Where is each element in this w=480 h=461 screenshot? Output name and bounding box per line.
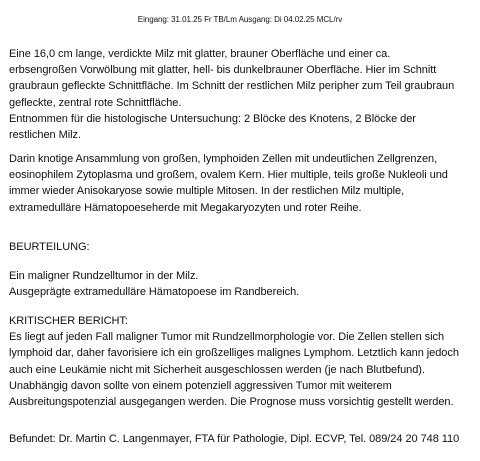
macroscopy-line: graubraun gefleckte Schnittfläche. Im Schnitt der restlichen Milz peripher zum Teil graubraun bbox=[9, 80, 455, 93]
critical-line: Ausbreitungspotenzial ausgegangen werden. Die Prognose muss vorsichtig gestellt werden. bbox=[9, 395, 454, 408]
assessment-heading: BEURTEILUNG: bbox=[9, 241, 90, 253]
macroscopy-line: erbsengroßen Vorwölbung mit glatter, hell- bis dunkelbrauner Oberfläche. Hier im Schnitt bbox=[9, 64, 437, 77]
signature-line: Befundet: Dr. Martin C. Langenmayer, FTA für Pathologie, Dipl. ECVP, Tel. 089/24 20 748 110 bbox=[9, 433, 460, 445]
macroscopy-line: Eine 16,0 cm lange, verdickte Milz mit glatter, brauner Oberfläche und einer ca. bbox=[9, 48, 391, 60]
assessment-section bbox=[9, 239, 475, 255]
microscopy-line: extramedulläre Hämatopoeseherde mit Megakaryozyten und roter Reihe. bbox=[9, 201, 362, 214]
critical-line: Unabhängig davon sollte von einem potenziell aggressiven Tumor mit weiterem bbox=[9, 379, 392, 392]
assessment-body bbox=[9, 268, 475, 300]
microscopy-line: Darin knotige Ansammlung von großen, lymphoiden Zellen mit undeutlichen Zellgrenzen, bbox=[9, 153, 438, 165]
macroscopy-line: gefleckte, zentral rote Schnittfläche. bbox=[9, 96, 182, 109]
microscopy-line: eosinophilem Zytoplasma und großem, ovalem Kern. Hier multiple, teils große Nukleoli und bbox=[9, 169, 448, 182]
microscopy-line: immer wieder Anisokaryose sowie multiple Mitosen. In der restlichen Milz multiple, bbox=[9, 185, 405, 198]
macroscopy-section bbox=[9, 46, 475, 143]
critical-line: lymphoid dar, daher favorisiere ich ein großzelliges malignes Lymphom. Letztlich kann jedoch bbox=[9, 347, 459, 360]
critical-line: Es liegt auf jeden Fall maligner Tumor mit Rundzellmorphologie vor. Die Zellen stellen sich bbox=[9, 331, 445, 344]
footer-signature bbox=[9, 431, 475, 447]
assessment-line: Ausgeprägte extramedulläre Hämatopoese im Randbereich. bbox=[9, 286, 300, 299]
macroscopy-line: Entnommen für die histologische Untersuchung: 2 Blöcke des Knotens, 2 Blöcke der bbox=[9, 112, 416, 125]
receipt-header: Eingang: 31.01.25 Fr TB/Lm Ausgang: Di 04.02.25 MCL/rv bbox=[137, 15, 343, 24]
critical-line: auch eine Leukämie nicht mit Sicherheit ausgeschlossen werden (je nach Blutbefund). bbox=[9, 363, 425, 376]
critical-heading: KRITISCHER BERICHT: bbox=[9, 315, 128, 327]
microscopy-section bbox=[9, 151, 475, 216]
assessment-line: Ein maligner Rundzelltumor in der Milz. bbox=[9, 270, 199, 282]
macroscopy-line: restlichen Milz. bbox=[9, 128, 81, 141]
critical-section bbox=[9, 313, 475, 410]
